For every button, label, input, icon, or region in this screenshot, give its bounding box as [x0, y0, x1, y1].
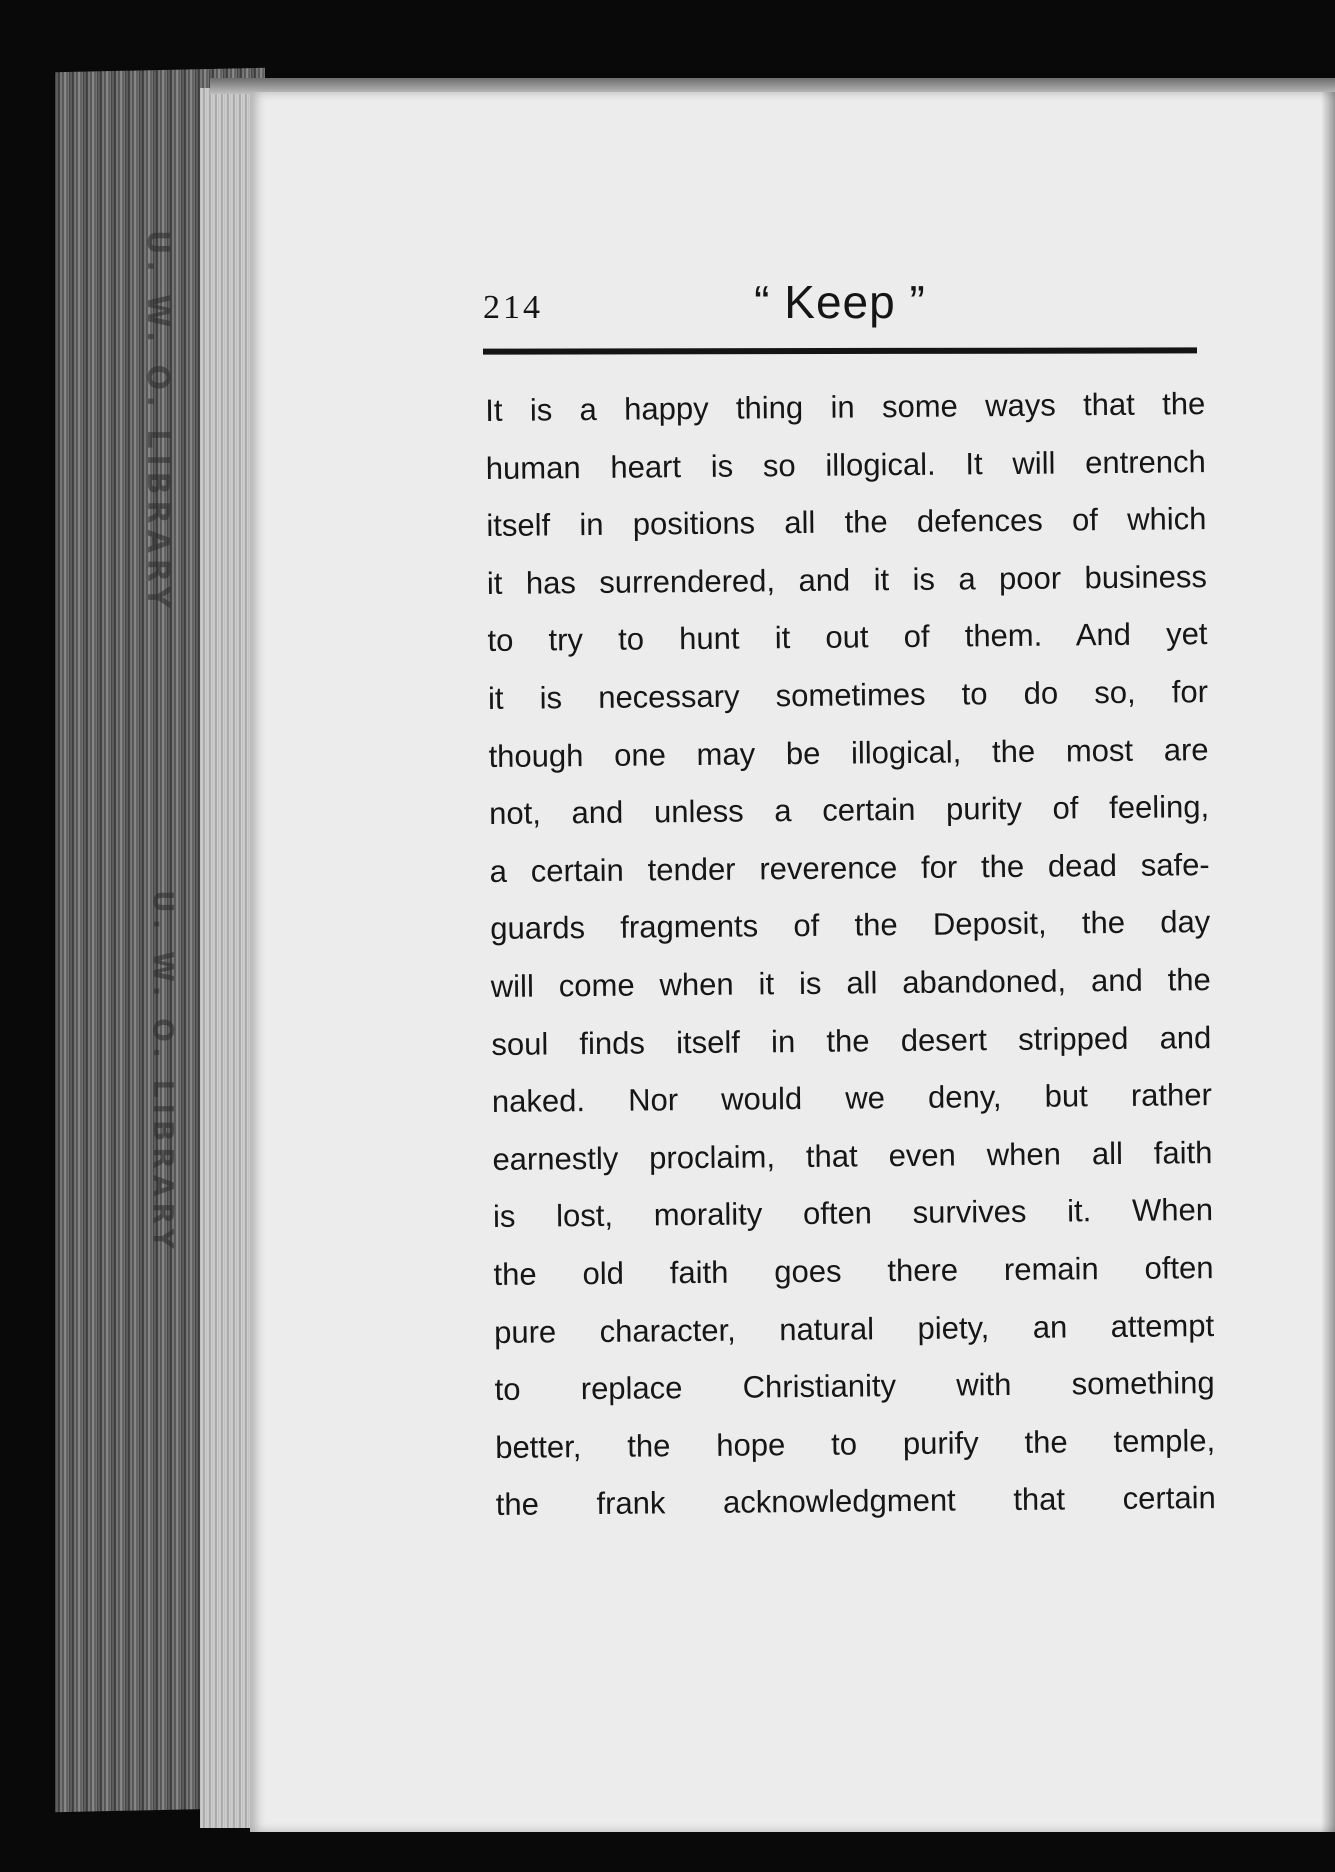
running-title: “ Keep ”: [754, 276, 926, 328]
text-line: it is necessary sometimes to do so, for: [487, 674, 1209, 716]
text-line: guards fragments of the Deposit, the day: [490, 904, 1211, 947]
text-line: It is a happy thing in some ways that the: [485, 386, 1206, 428]
page-right-shadow: [1321, 92, 1335, 1832]
body-text: [485, 375, 1216, 1534]
page-number: 214: [483, 289, 543, 326]
text-line: the frank acknowledgment that certain: [495, 1480, 1216, 1523]
text-line: is lost, morality often survives it. When: [492, 1192, 1214, 1235]
text-line: the old faith goes there remain often: [493, 1249, 1214, 1292]
text-line: human heart is so illogical. It will entrench: [485, 443, 1206, 486]
text-line: not, and unless a certain purity of feeling,: [488, 789, 1210, 832]
text-line: will come when it is all abandoned, and the: [490, 961, 1211, 1004]
text-line: it has surrendered, and it is a poor business: [486, 558, 1208, 601]
library-stamp: U. W. O. LIBRARY: [147, 890, 180, 1255]
running-head: [483, 275, 1197, 345]
text-line: though one may be illogical, the most are: [488, 731, 1209, 774]
text-line: to try to hunt it out of them. And yet: [487, 616, 1208, 659]
text-line: better, the hope to purify the temple,: [495, 1422, 1216, 1465]
text-line: a certain tender reverence for the dead safe-: [489, 846, 1210, 889]
text-line: to replace Christianity with something: [494, 1365, 1215, 1408]
text-line: naked. Nor would we deny, but rather: [491, 1077, 1213, 1120]
library-stamp: U. W. O. LIBRARY: [140, 230, 175, 615]
text-line: soul finds itself in the desert stripped and: [491, 1019, 1212, 1062]
header-rule: [483, 347, 1197, 354]
text-line: itself in positions all the defences of which: [486, 501, 1207, 544]
text-line: earnestly proclaim, that even when all faith: [492, 1134, 1213, 1177]
text-line: pure character, natural piety, an attempt: [493, 1307, 1215, 1350]
